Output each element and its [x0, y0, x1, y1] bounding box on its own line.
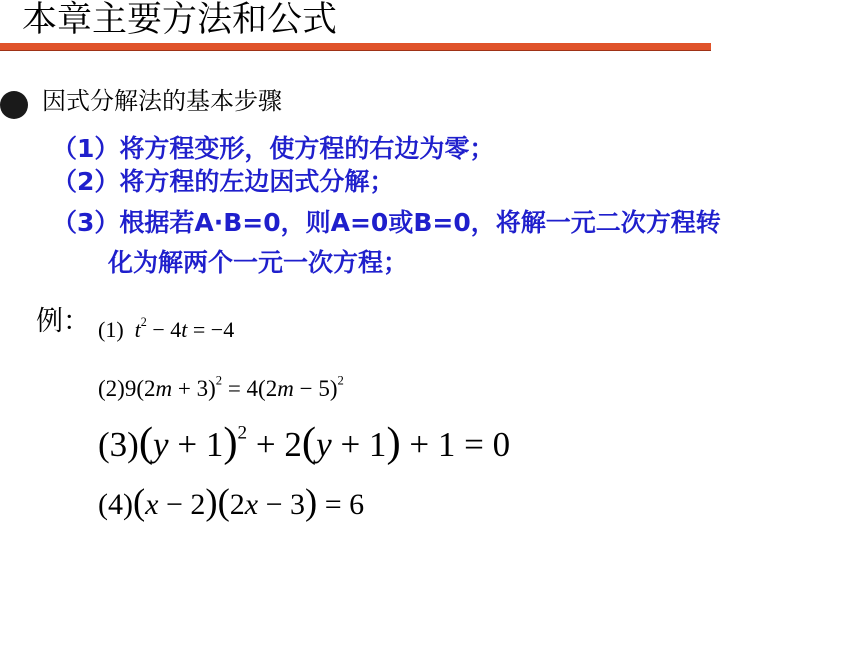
- step-1: （1）将方程变形，使方程的右边为零；: [52, 134, 495, 163]
- bullet-heading: 因式分解法的基本步骤: [42, 87, 282, 115]
- step-3-line-1: （3）根据若A·B=0，则A=0或B=0，将解一元二次方程转: [52, 208, 721, 237]
- equation-2: $(2)9(2m + 3)^2 = 4(2m - 5)^2$: [98, 373, 344, 401]
- page-title: 本章主要方法和公式: [22, 0, 338, 40]
- step-3-line-2: 化为解两个一元一次方程；: [108, 248, 409, 277]
- step-2: （2）将方程的左边因式分解；: [52, 167, 395, 196]
- bullet-icon: [0, 91, 28, 119]
- equation-4: (4)(x − 2)(2x − 3) = 6: [98, 481, 365, 522]
- title-underline: [0, 43, 711, 51]
- equation-3: $(3)(y + 1)^2 + 2(y + 1) + 1 = 0$: [98, 419, 511, 466]
- equation-1: (1) $t^2 - 4t = -4$: [98, 315, 235, 342]
- example-label: 例：: [36, 306, 90, 337]
